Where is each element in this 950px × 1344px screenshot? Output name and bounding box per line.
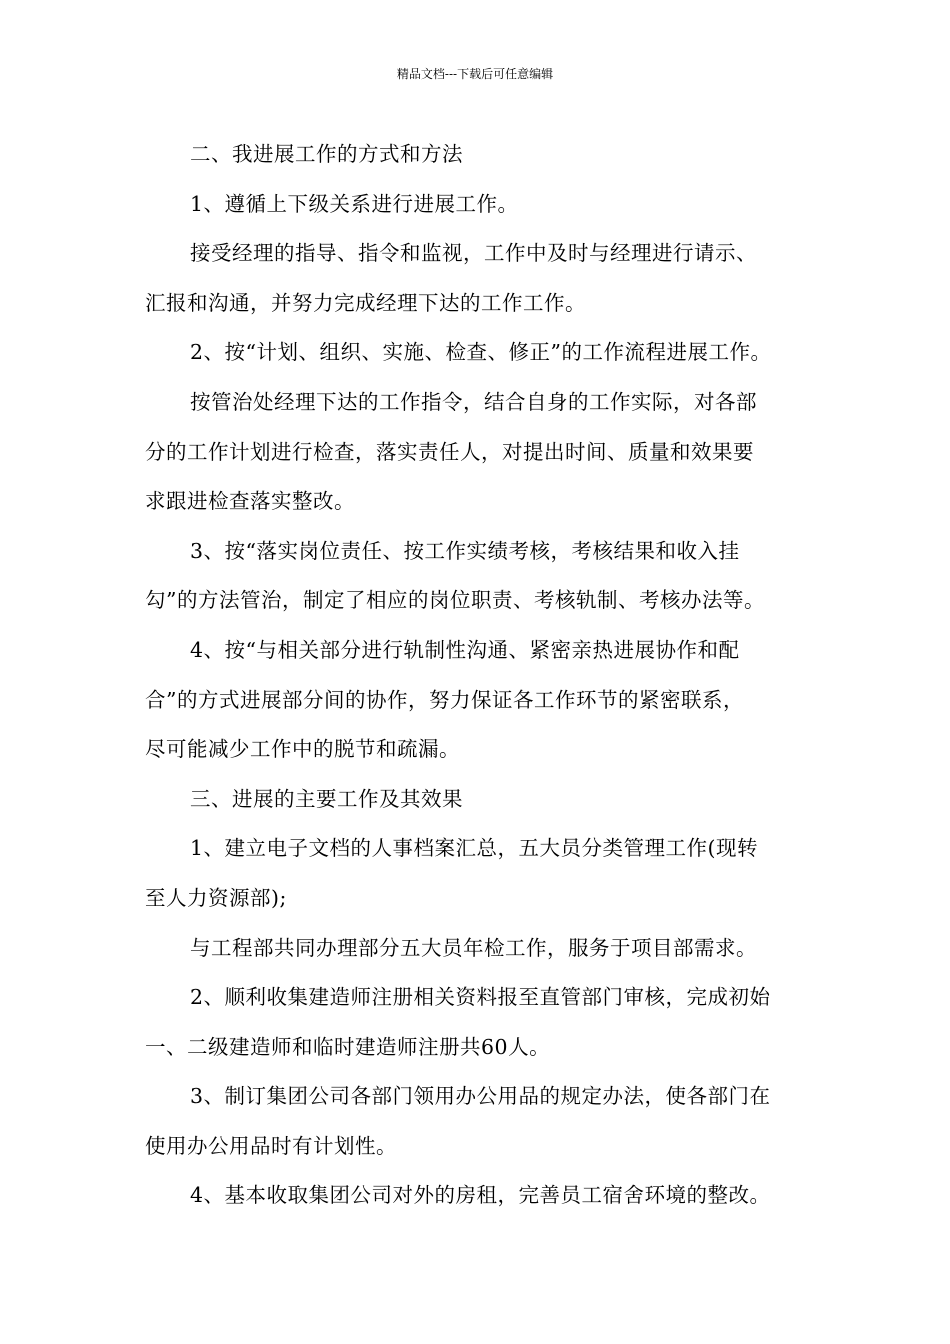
text-line: 4、基本收取集团公司对外的房租，完善员工宿舍环境的整改。: [190, 1183, 771, 1208]
text-line: 三、进展的主要工作及其效果: [190, 786, 463, 811]
text-line: 分的工作计划进行检查，落实责任人，对提出时间、质量和效果要: [145, 439, 754, 464]
text-line: 使用办公用品时有计划性。: [145, 1133, 397, 1158]
text-line: 与工程部共同办理部分五大员年检工作，服务于项目部需求。: [190, 935, 757, 960]
text-line: 2、顺利收集建造师注册相关资料报至直管部门审核，完成初始: [190, 985, 771, 1010]
text-line: 汇报和沟通，并努力完成经理下达的工作工作。: [145, 290, 586, 315]
text-line: 1、遵循上下级关系进行进展工作。: [190, 191, 519, 216]
document-body: [145, 130, 810, 1221]
text-line: 3、制订集团公司各部门领用办公用品的规定办法，使各部门在: [190, 1084, 771, 1109]
text-line: 4、按“与相关部分进行轨制性沟通、紧密亲热进展协作和配: [190, 637, 740, 662]
text-line: 至人力资源部);: [145, 885, 287, 910]
page-header: 精品文档---下载后可任意编辑: [396, 67, 554, 81]
text-line: 二、我进展工作的方式和方法: [190, 142, 463, 166]
text-line: 1、建立电子文档的人事档案汇总，五大员分类管理工作(现转: [190, 836, 759, 861]
text-line: 尽可能减少工作中的脱节和疏漏。: [145, 737, 460, 762]
text-line: 勾”的方法管治，制定了相应的岗位职责、考核轨制、考核办法等。: [145, 588, 765, 613]
text-line: 合”的方式进展部分间的协作，努力保证各工作环节的紧密联系，: [145, 687, 744, 712]
text-line: 接受经理的指导、指令和监视，工作中及时与经理进行请示、: [190, 241, 757, 266]
text-line: 求跟进检查落实整改。: [145, 489, 355, 514]
text-line: 一、二级建造师和临时建造师注册共60人。: [145, 1034, 551, 1059]
text-line: 3、按“落实岗位责任、按工作实绩考核，考核结果和收入挂: [190, 538, 740, 563]
text-line: 按管治处经理下达的工作指令，结合自身的工作实际，对各部: [190, 389, 757, 414]
text-line: 2、按“计划、组织、实施、检查、修正”的工作流程进展工作。: [190, 340, 772, 365]
